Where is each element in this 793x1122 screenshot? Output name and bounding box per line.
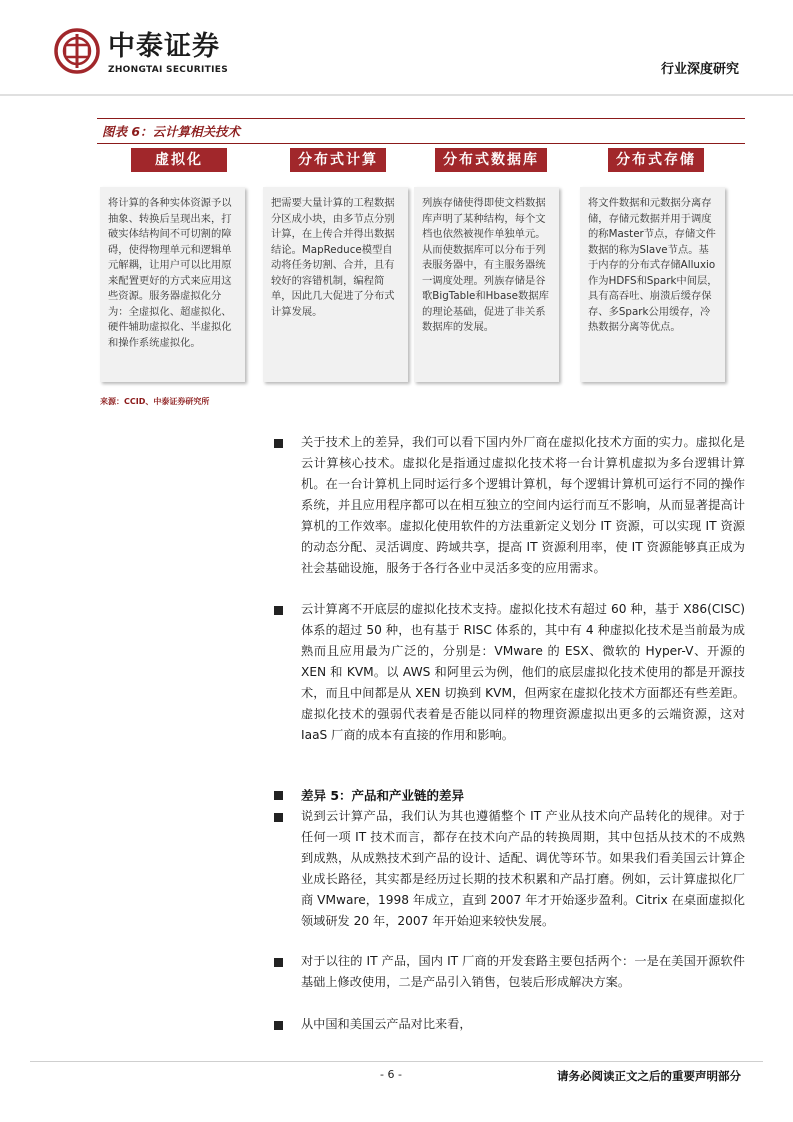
column-distributed-database: [414, 187, 559, 382]
column-virtualization: [100, 187, 245, 382]
page-number: - 6 -: [380, 1068, 402, 1081]
column-text: 将计算的各种实体资源予以抽象、转换后呈现出来，打破实体结构间不可切割的障碍，使得物理单元和逻辑单元解耦，让用户可以比用原来配置更好的方式来应用这些资源。服务器虚拟化分为：全虚拟化、超虚拟化、硬件辅助虚拟化、半虚拟化和操作系统虚拟化。: [108, 197, 232, 349]
brand-name-cn: 中泰证券: [108, 31, 220, 62]
paragraph-virtualization-support: 云计算离不开底层的虚拟化技术支持。虚拟化技术有超过 60 种，基于 X86(CISC)体系的超过 50 种，也有基于 RISC 体系的，其中有 4 种虚拟化技术是当前最为成熟而且应用最为广泛的，分别是：VMware 的 ESX、微软的 Hyper-V、开源的 XEN 和 KVM。以 AWS 和阿里云为例，他们的底层虚拟化技术使用的都是开源技术，而且中间都是从 XEN 切换到 KVM，但两家在虚拟化技术方面都还有些差距。虚拟化技术的强弱代表着是否能以同样的物理资源虚拟出更多的云端资源，这对 IaaS 厂商的成本有直接的作用和影响。: [301, 602, 745, 742]
brand-name-en: ZHONGTAI SECURITIES: [108, 65, 228, 75]
column-text: 将文件数据和元数据分离存储，存储元数据并用于调度的称Master节点，存储文件数据的称为Slave节点。基于内存的分布式存储Alluxio作为HDFS和Spark中间层，具有高吞吐、崩溃后缓存保存、多Spark公用缓存，冷热数据分离等优点。: [588, 197, 718, 333]
bullet-icon: [274, 791, 283, 800]
footer-divider: [30, 1061, 763, 1062]
paragraph-comparison: 从中国和美国云产品对比来看，: [301, 1017, 472, 1031]
header-divider: [0, 94, 793, 96]
figure-source: 来源：CCID、中泰证券研究所: [100, 397, 210, 406]
footer-disclaimer: 请务必阅读正文之后的重要声明部分: [557, 1069, 741, 1083]
column-distributed-computing: [263, 187, 408, 382]
column-text: 把需要大量计算的工程数据分区成小块，由多节点分别计算，在上传合并得出数据结论。MapReduce模型自动将任务切割、合并，且有较好的容错机制，编程简单，因此几大促进了分布式计算发展。: [271, 197, 395, 318]
bullet-icon: [274, 1021, 283, 1030]
tab-distributed-computing: 分布式计算: [290, 148, 386, 172]
figure-title: 图表 6：云计算相关技术: [102, 124, 241, 139]
bullet-icon: [274, 606, 283, 615]
paragraph-domestic-path: 对于以往的 IT 产品，国内 IT 厂商的开发套路主要包括两个：一是在美国开源软件基础上修改使用，二是产品引入销售，包装后形成解决方案。: [301, 954, 745, 989]
bullet-icon: [274, 813, 283, 822]
tab-distributed-database: 分布式数据库: [435, 148, 547, 172]
bullet-icon: [274, 439, 283, 448]
tab-distributed-storage: 分布式存储: [608, 148, 704, 172]
report-type: 行业深度研究: [660, 62, 739, 77]
section-heading: 差异 5：产品和产业链的差异: [301, 788, 465, 803]
company-logo-icon: [54, 28, 100, 74]
paragraph-virtualization-gap: 关于技术上的差异，我们可以看下国内外厂商在虚拟化技术方面的实力。虚拟化是云计算核心技术。虚拟化是指通过虚拟化技术将一台计算机虚拟为多台逻辑计算机。在一台计算机上同时运行多个逻辑计算机，每个逻辑计算机可运行不同的操作系统，并且应用程序都可以在相互独立的空间内运行而互不影响，从而显著提高计算机的工作效率。虚拟化使用软件的方法重新定义划分 IT 资源，可以实现 IT 资源的动态分配、灵活调度、跨域共享，提高 IT 资源利用率，使 IT 资源能够真正成为社会基础设施，服务于各行各业中灵活多变的应用需求。: [301, 435, 745, 575]
tab-virtualization: 虚拟化: [131, 148, 227, 172]
column-distributed-storage: [580, 187, 725, 382]
bullet-icon: [274, 958, 283, 967]
column-text: 列族存储使得即使文档数据库声明了某种结构，每个文档也依然被视作单独单元。从而使数据库可以分布于列表服务器中，有主服务器统一调度处理。列族存储是谷歌BigTable和Hbase数据库的理论基础，促进了非关系数据库的发展。: [422, 197, 549, 333]
paragraph-product-gap: 说到云计算产品，我们认为其也遵循整个 IT 产业从技术向产品转化的规律。对于任何一项 IT 技术而言，都存在技术向产品的转换周期，其中包括从技术的不成熟到成熟，从成熟技术到产品的设计、适配、调优等环节。如果我们看美国云计算企业成长路径，其实都是经历过长期的技术积累和产品打磨。例如，云计算虚拟化厂商 VMware，1998 年成立，直到 2007 年才开始逐步盈利。Citrix 在桌面虚拟化领域研发 20 年，2007 年开始迎来较快发展。: [301, 809, 745, 928]
